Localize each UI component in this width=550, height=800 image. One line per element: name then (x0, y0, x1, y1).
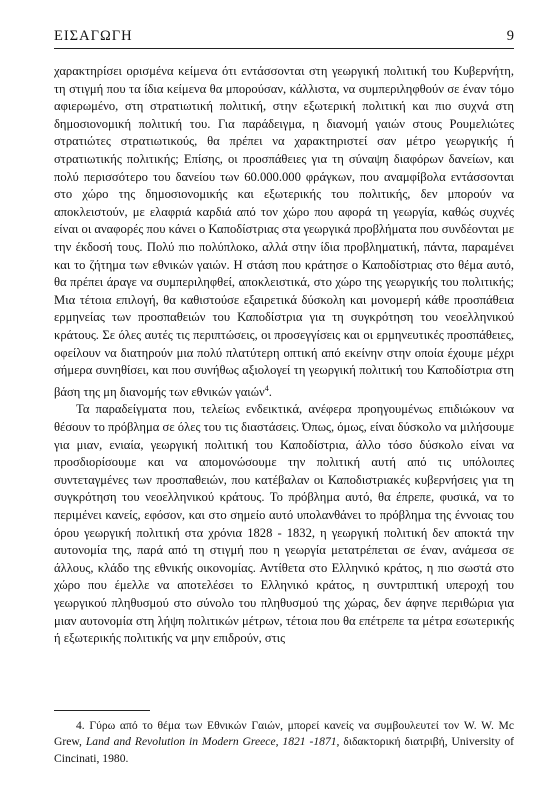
paragraph (54, 63, 514, 401)
page-number: 9 (506, 28, 514, 44)
chapter-title: ΕΙΣΑΓΩΓΗ (54, 28, 133, 44)
footnote (54, 718, 514, 768)
page (54, 28, 514, 767)
cited-work-title: Land and Revolution in Modern Greece, 1821 -1871, (85, 735, 340, 749)
paragraph-end: . (268, 384, 272, 399)
paragraph-text: χαρακτηρίσει ορισμένα κείμενα ότι εντάσσονται στη γεωργική πολιτική του Κυβερνήτη, τη στιγμή που τα ίδια κείμενα θα μπορούσαν, κάλλιστα, να συμπεριληφθούν σε έναν τόμο αφιερωμένο, στη στρατιωτική πολιτική, στην εξωτερική πολιτική και πιο συχνά στη δημοσιονομική πολιτική του. Για παράδειγμα, η διανομή γαιών στους Ρουμελιώτες στρατιώτες στρατιωτικούς, θα πρέπει να χαρακτηριστεί σαν μέτρο γεωργικής ή στρατιωτικής πολιτικής; Επίσης, οι προσπάθειες για τη σύναψη διαφόρων δανείων, και πολύ περισσότερο του δανείου των 60.000.000 φράγκων, που αναμφίβολα εντάσσονται στο χώρο της δημοσιονομικής και εξωτερικής του πολιτικής, δεν μπορούν να αποκλειστούν, με ελαφριά καρδιά από τον χώρο που αφορά τη γεωργία, καθώς συχνές είναι οι αναφορές που κάνει ο Καποδίστριας στα γεωργικά προβλήματα που συνδέονται με την έκδοσή τους. Πολύ πιο πολύπλοκο, αλλά στην ίδια προβληματική, πάντα, παραμένει και το ζήτημα των εθνικών γαιών. Η στάση που κράτησε ο Καποδίστριας στο θέμα αυτό, θα πρέπει άραγε να συμπεριληφθεί, αποκλειστικά, στο χώρο της γεωργικής του πολιτικής; Μια τέτοια επιλογή, θα καθιστούσε εξαιρετικά δύσκολη και μονομερή κάθε προσπάθεια ερμηνείας των προσπαθειών του Καποδίστρια για τη συγκρότηση του νεοελληνικού κράτους. Σε όλες αυτές τις περιπτώσεις, οι προσεγγίσεις και οι ερμηνευτικές προσπάθειες, οφείλουν να διατηρούν μια πολύ πλατύτερη οπτική από εκείνην στην οποία έχουμε μέχρι σήμερα συνηθίσει, και που συνήθως αξιολογεί τη γεωργική πολιτική του Καποδίστρια στη βάση της μη διανομής των εθνικών γαιών (54, 64, 514, 399)
footnote-number: 4. (76, 718, 85, 732)
footnote-divider (54, 710, 150, 711)
paragraph: Τα παραδείγματα που, τελείως ενδεικτικά, ανέφερα προηγουμένως επιδιώκουν να θέσουν το πρόβλημα σε όλες του τις διαστάσεις. Όπως, όμως, είναι δύσκολο να μιλήσουμε για μιαν, ενιαία, γεωργική πολιτική του Καποδίστρια, άλλο τόσο δύσκολο είναι να προσδιορίσουμε και να απομονώσουμε την πολιτική αυτή από τις υπόλοιπες συντεταγμένες των προσπαθειών, που κατέβαλαν οι Καποδιστριακές κυβερνήσεις για τη συγκρότηση του νεοελληνικού κράτους. Το πρόβλημα αυτό, θα έπρεπε, φυσικά, να το περιμένει κανείς, εφόσον, και στο σημείο αυτό υπολανθάνει το πρόβλημα της έννοιας του όρου γεωργική πολιτική στα χρόνια 1828 - 1832, η γεωργική πολιτική δεν αποκτά την αυτονομία της, παρά από τη στιγμή που η γεωργία μετατρέπεται σε έναν, ανάμεσα σε άλλους, κλάδο της εθνικής οικονομίας. Αντίθετα στο Ελληνικό κράτος, η πιο σωστά στο χώρο που έμελλε να αποτελέσει το Ελληνικό κράτος, η συντριπτική υπεροχή του γεωργικού πληθυσμού στο σύνολο του πληθυσμού της χώρας, δεν άφηνε περιθώρια για μιαν αυτονομία στη λήψη πολιτικών μέτρων, τέτοια που θα επέτρεπε τα μέτρα εσωτερικής ή εξωτερικής πολιτικής να μην επιδρούν, στις (54, 402, 514, 646)
footnote-text-end: διδακτορική διατριβή, University of Cincinati, 1980. (54, 735, 515, 765)
footnote-reference: 4 (264, 383, 269, 393)
running-header (54, 28, 514, 49)
body-text (54, 63, 514, 648)
footnote-text: Γύρω από το θέμα των Εθνικών Γαιών, μπορεί κανείς να συμβουλευτεί τον W. W. Mc Grew, (54, 718, 515, 749)
